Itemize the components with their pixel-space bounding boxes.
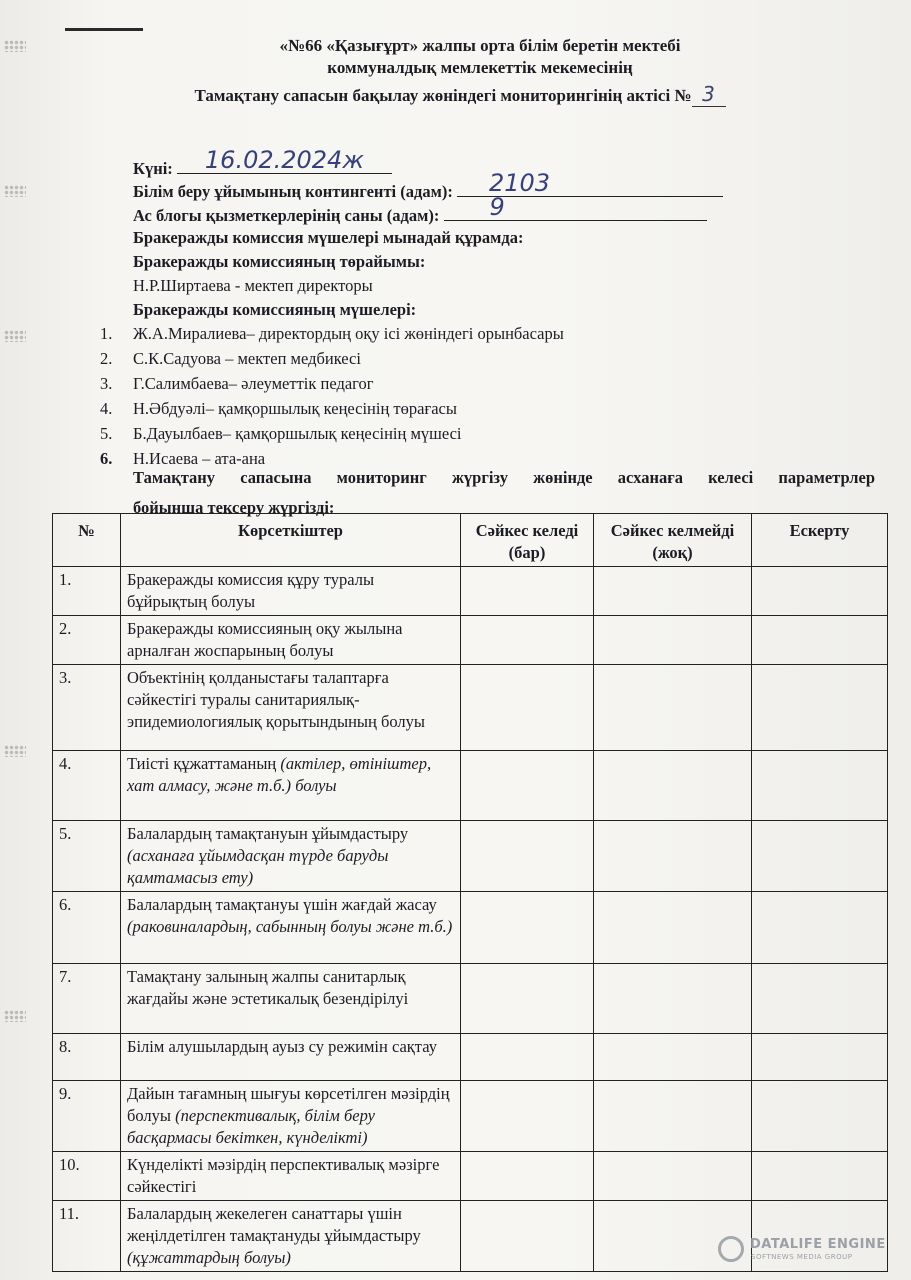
table-row: 3. Объектінің қолданыстағы талаптарға сәйкестігі туралы санитариялық-эпидемиологиялық қорытындының болуы	[53, 665, 888, 751]
row-text: Балалардың тамақтануы үшін жағдай жасау (раковиналардың, сабынның болуы және т.б.)	[121, 892, 461, 964]
cell-note[interactable]	[752, 1152, 888, 1201]
row-text: Тамақтану залының жалпы санитарлық жағдайы және эстетикалық безендірілуі	[121, 964, 461, 1034]
staff-underline	[444, 193, 707, 221]
cell-compliant[interactable]	[461, 1034, 594, 1081]
member-item: 5. Б.Дауылбаев– қамқоршылық кеңесінің мүшесі	[100, 424, 462, 443]
row-text: Күнделікті мәзірдің перспективалық мәзірге сәйкестігі	[121, 1152, 461, 1201]
table-row: 1. Бракеражды комиссия құру туралы бұйрықтың болуы	[53, 567, 888, 616]
table-row: 11. Балалардың жекелеген санаттары үшін жеңілдетілген тамақтануды ұйымдастыру (құжаттардың болуы)	[53, 1201, 888, 1272]
cell-compliant[interactable]	[461, 567, 594, 616]
watermark-logo-icon	[718, 1236, 744, 1262]
cell-noncompliant[interactable]	[594, 1152, 752, 1201]
table-row: 4. Тиісті құжаттаманың (актілер, өтініштер, хат алмасу, және т.б.) болуы	[53, 751, 888, 821]
cell-compliant[interactable]	[461, 964, 594, 1034]
col-header-indicators: Көрсеткіштер	[121, 514, 461, 567]
member-item: 4. Н.Әбдуәлі– қамқоршылық кеңесінің төрағасы	[100, 399, 457, 418]
date-value: 16.02.2024ж	[204, 146, 364, 174]
staff-field	[133, 193, 707, 226]
contingent-value: 2103	[488, 169, 551, 197]
cell-note[interactable]	[752, 616, 888, 665]
contingent-label: Білім беру ұйымының контингенті (адам):	[133, 182, 453, 201]
row-text: Тиісті құжаттаманың (актілер, өтініштер, хат алмасу, және т.б.) болуы	[121, 751, 461, 821]
table-row: 6. Балалардың тамақтануы үшін жағдай жасау (раковиналардың, сабынның болуы және т.б.)	[53, 892, 888, 964]
table-row: 7. Тамақтану залының жалпы санитарлық жағдайы және эстетикалық безендірілуі	[53, 964, 888, 1034]
cell-noncompliant[interactable]	[594, 567, 752, 616]
member-item: 1. Ж.А.Миралиева– директордың оқу ісі жөніндегі орынбасары	[100, 324, 564, 343]
cell-compliant[interactable]	[461, 1152, 594, 1201]
scan-speck	[4, 1010, 26, 1022]
row-text: Объектінің қолданыстағы талаптарға сәйкестігі туралы санитариялық-эпидемиологиялық қорытындының болуы	[121, 665, 461, 751]
cell-note[interactable]	[752, 821, 888, 892]
cell-compliant[interactable]	[461, 616, 594, 665]
cell-note[interactable]	[752, 892, 888, 964]
row-text: Дайын тағамның шығуы көрсетілген мәзірдің болуы (перспективалық, білім беру басқармасы бекіткен, күнделікті)	[121, 1081, 461, 1152]
scan-speck	[4, 330, 26, 342]
staff-value: 9	[489, 193, 505, 221]
col-header-number: №	[53, 514, 121, 567]
row-text: Бракеражды комиссияның оқу жылына арналған жоспарының болуы	[121, 616, 461, 665]
row-text: Балалардың тамақтануын ұйымдастыру (асханаға ұйымдасқан түрде баруды қамтамасыз ету)	[121, 821, 461, 892]
date-underline	[177, 146, 392, 174]
row-text: Бракеражды комиссия құру туралы бұйрықтың болуы	[121, 567, 461, 616]
cell-noncompliant[interactable]	[594, 751, 752, 821]
intro-line-2: бойынша тексеру жүргізді:	[133, 498, 335, 517]
cell-noncompliant[interactable]	[594, 665, 752, 751]
col-header-compliant: Сәйкес келеді (бар)	[461, 514, 594, 567]
act-title	[20, 82, 900, 107]
cell-noncompliant[interactable]	[594, 821, 752, 892]
table-row: 2. Бракеражды комиссияның оқу жылына арналған жоспарының болуы	[53, 616, 888, 665]
member-item: 3. Г.Салимбаева– әлеуметтік педагог	[100, 374, 374, 393]
date-label: Күні:	[133, 159, 173, 178]
header-line-1: «№66 «Қазығұрт» жалпы орта білім беретін мектебі	[279, 36, 681, 55]
watermark-subtitle: SOFTNEWS MEDIA GROUP	[751, 1253, 853, 1261]
cell-note[interactable]	[752, 665, 888, 751]
cell-noncompliant[interactable]	[594, 892, 752, 964]
cell-note[interactable]	[752, 567, 888, 616]
row-text: Балалардың жекелеген санаттары үшін жеңілдетілген тамақтануды ұйымдастыру (құжаттардың болуы)	[121, 1201, 461, 1272]
act-title-text: Тамақтану сапасын бақылау жөніндегі мониторингінің актісі №	[194, 86, 692, 105]
chair-heading: Бракеражды комиссияның төрайымы:	[133, 252, 426, 271]
cell-compliant[interactable]	[461, 1201, 594, 1272]
top-rule	[65, 28, 143, 31]
chair-name: Н.Р.Ширтаева - мектеп директоры	[133, 276, 373, 295]
act-number: 3	[692, 82, 726, 107]
member-item: 2. С.К.Садуова – мектеп медбикесі	[100, 349, 361, 368]
intro-line-1: Тамақтану сапасына мониторинг жүргізу жөнінде асханаға келесі параметрлер	[133, 468, 875, 487]
scan-speck	[4, 40, 26, 52]
scan-speck	[4, 745, 26, 757]
table-row: 9. Дайын тағамның шығуы көрсетілген мәзірдің болуы (перспективалық, білім беру басқармасы бекіткен, күнделікті)	[53, 1081, 888, 1152]
cell-noncompliant[interactable]	[594, 964, 752, 1034]
member-item: 6. Н.Исаева – ата-ана	[100, 449, 266, 468]
col-header-note: Ескерту	[752, 514, 888, 567]
cell-compliant[interactable]	[461, 892, 594, 964]
cell-note[interactable]	[752, 964, 888, 1034]
date-field	[133, 146, 392, 179]
cell-note[interactable]	[752, 1081, 888, 1152]
cell-compliant[interactable]	[461, 821, 594, 892]
staff-label: Ас блогы қызметкерлерінің саны (адам):	[133, 206, 440, 225]
watermark-title: DATALIFE ENGINE	[750, 1237, 886, 1252]
cell-noncompliant[interactable]	[594, 1034, 752, 1081]
table-header-row	[53, 514, 888, 567]
cell-noncompliant[interactable]	[594, 616, 752, 665]
cell-note[interactable]	[752, 751, 888, 821]
cell-compliant[interactable]	[461, 751, 594, 821]
table-row: 8. Білім алушылардың ауыз су режимін сақтау	[53, 1034, 888, 1081]
header-line-2: коммуналдық мемлекеттік мекемесінің	[327, 58, 633, 77]
cell-compliant[interactable]	[461, 665, 594, 751]
monitoring-table	[52, 513, 888, 1272]
col-header-noncompliant: Сәйкес келмейді (жоқ)	[594, 514, 752, 567]
composition-line: Бракеражды комиссия мүшелері мынадай құрамда:	[133, 228, 524, 247]
table-row: 10. Күнделікті мәзірдің перспективалық мәзірге сәйкестігі	[53, 1152, 888, 1201]
cell-note[interactable]	[752, 1034, 888, 1081]
row-text: Білім алушылардың ауыз су режимін сақтау	[121, 1034, 461, 1081]
table-row: 5. Балалардың тамақтануын ұйымдастыру (асханаға ұйымдасқан түрде баруды қамтамасыз ету)	[53, 821, 888, 892]
members-heading: Бракеражды комиссияның мүшелері:	[133, 300, 417, 319]
cell-compliant[interactable]	[461, 1081, 594, 1152]
cell-noncompliant[interactable]	[594, 1081, 752, 1152]
scan-speck	[4, 185, 26, 197]
